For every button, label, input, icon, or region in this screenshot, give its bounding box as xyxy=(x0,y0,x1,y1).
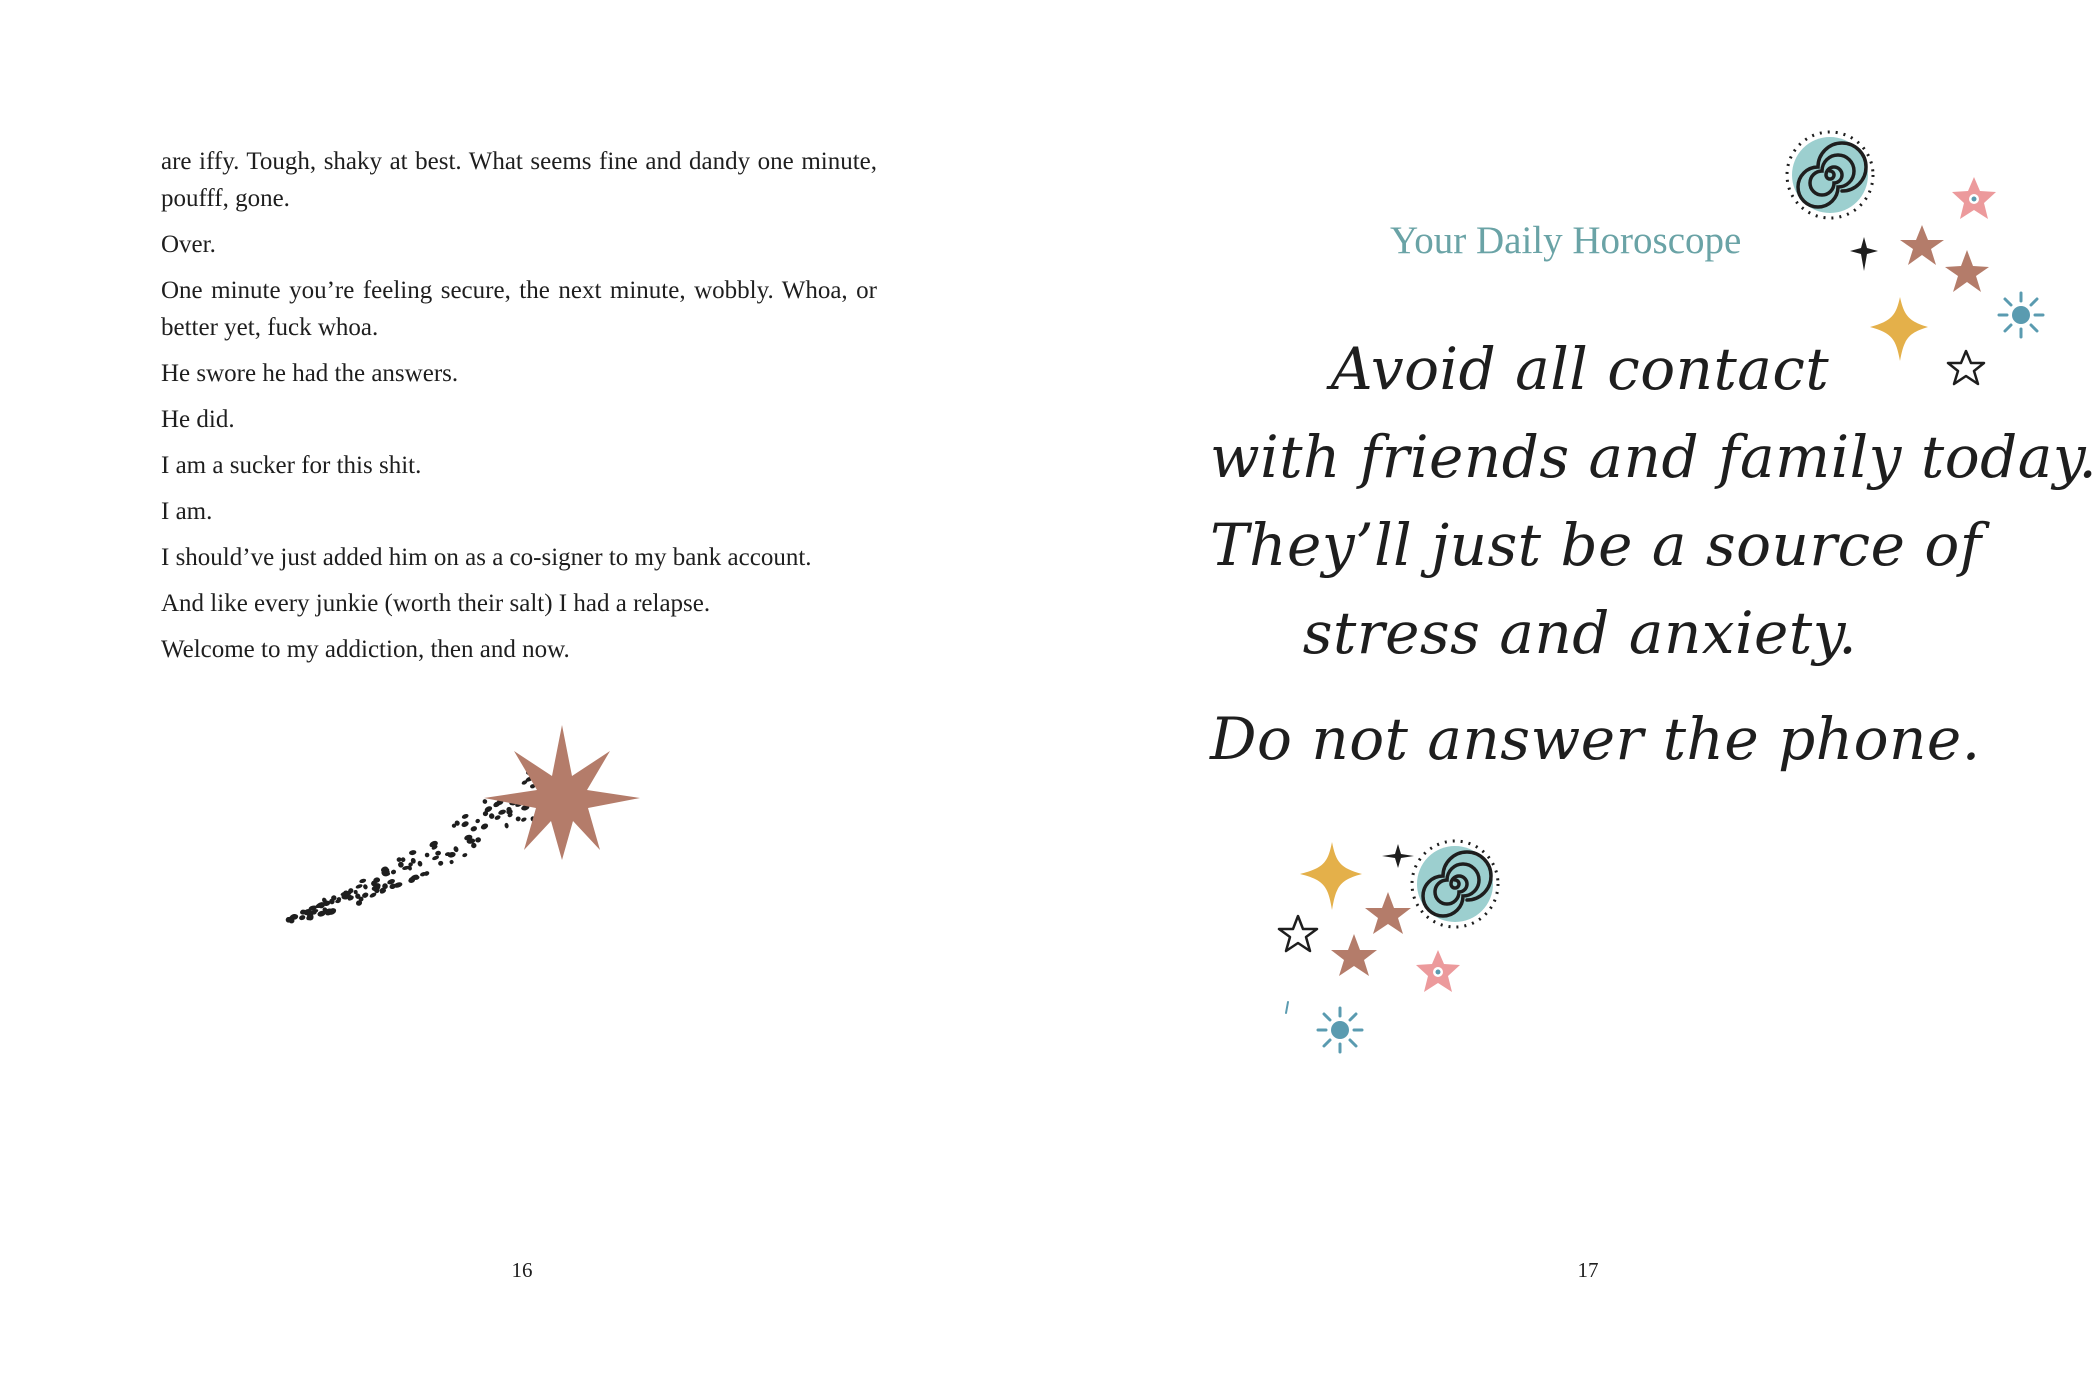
star-icon xyxy=(1331,934,1377,976)
paragraph: Over. xyxy=(161,231,216,258)
tail-dot xyxy=(417,860,423,867)
script-line: Avoid all contact xyxy=(1330,335,1830,403)
tail-dot xyxy=(437,860,444,867)
page-title: Your Daily Horoscope xyxy=(1390,219,1742,262)
tail-dot xyxy=(298,914,306,921)
sparkle-icon xyxy=(1382,844,1414,868)
paragraph: are iffy. Tough, shaky at best. What seems fine and dandy one minute, poufff, gone. xyxy=(161,148,877,212)
outline-star-icon xyxy=(1279,916,1317,951)
script-line: with friends and family today. xyxy=(1210,423,2098,491)
star-icon xyxy=(484,725,640,860)
paragraph: I am a sucker for this shit. xyxy=(161,452,422,479)
script-line: stress and anxiety. xyxy=(1302,599,1858,667)
tail-dot xyxy=(453,846,460,853)
tail-dot xyxy=(462,852,468,858)
sun-icon xyxy=(1318,1008,1362,1052)
tail-dot xyxy=(498,809,507,816)
tail-dot xyxy=(461,820,470,828)
star-icon xyxy=(1945,250,1989,292)
tail-dot xyxy=(409,850,417,856)
tail-dot xyxy=(435,850,442,856)
paragraph: I should’ve just added him on as a co-signer to my bank account. xyxy=(161,544,812,571)
tail-dot xyxy=(475,818,481,824)
paragraph: Welcome to my addiction, then and now. xyxy=(161,636,570,663)
flower-star-icon xyxy=(1416,950,1460,992)
tail-dot xyxy=(449,859,454,864)
page-number: 16 xyxy=(511,1258,533,1282)
script-line: They’ll just be a source of xyxy=(1210,511,1982,579)
tail-dot xyxy=(432,855,440,861)
paragraph: And like every junkie (worth their salt) I had a relapse. xyxy=(161,590,711,617)
star-icon xyxy=(1900,225,1944,265)
tail-dot xyxy=(390,869,397,875)
paragraph: I am. xyxy=(161,498,213,525)
tail-dot xyxy=(355,883,363,889)
star-icon xyxy=(1365,892,1411,934)
tail-dot xyxy=(520,817,527,823)
decor-cluster-top xyxy=(1770,125,2060,395)
tail-dot xyxy=(461,813,469,820)
tail-dot xyxy=(494,814,501,820)
sparkle-icon xyxy=(1870,297,1928,361)
page-number: 17 xyxy=(1577,1258,1599,1282)
tail-dot xyxy=(359,878,367,884)
paragraph: He did. xyxy=(161,406,235,433)
script-line: Do not answer the phone. xyxy=(1210,705,1981,773)
paragraph: He swore he had the answers. xyxy=(161,360,459,387)
body-text xyxy=(161,143,877,677)
tail-dot xyxy=(470,825,478,832)
tail-dot xyxy=(488,813,495,820)
spiral-icon xyxy=(1787,132,1873,218)
tail-dot xyxy=(482,798,488,804)
tail-dot xyxy=(475,836,482,843)
outline-star-icon xyxy=(1948,351,1984,384)
tail-dot xyxy=(515,816,521,822)
flower-star-icon xyxy=(1952,177,1996,219)
tail-dot xyxy=(362,884,368,891)
spiral-icon xyxy=(1412,841,1498,927)
sun-icon xyxy=(1999,293,2043,337)
tail-dot xyxy=(424,852,430,858)
decor-cluster-bottom xyxy=(1280,830,1580,1060)
paragraph: One minute you’re feeling secure, the next minute, wobbly. Whoa, or better yet, fuck whoa. xyxy=(161,277,877,341)
sparkle-icon xyxy=(1300,842,1362,910)
right-page xyxy=(1050,0,2100,1400)
shooting-star-icon xyxy=(270,710,650,950)
tail-dot xyxy=(504,822,509,828)
tail-dot xyxy=(480,822,489,830)
sparkle-icon xyxy=(1850,237,1878,271)
